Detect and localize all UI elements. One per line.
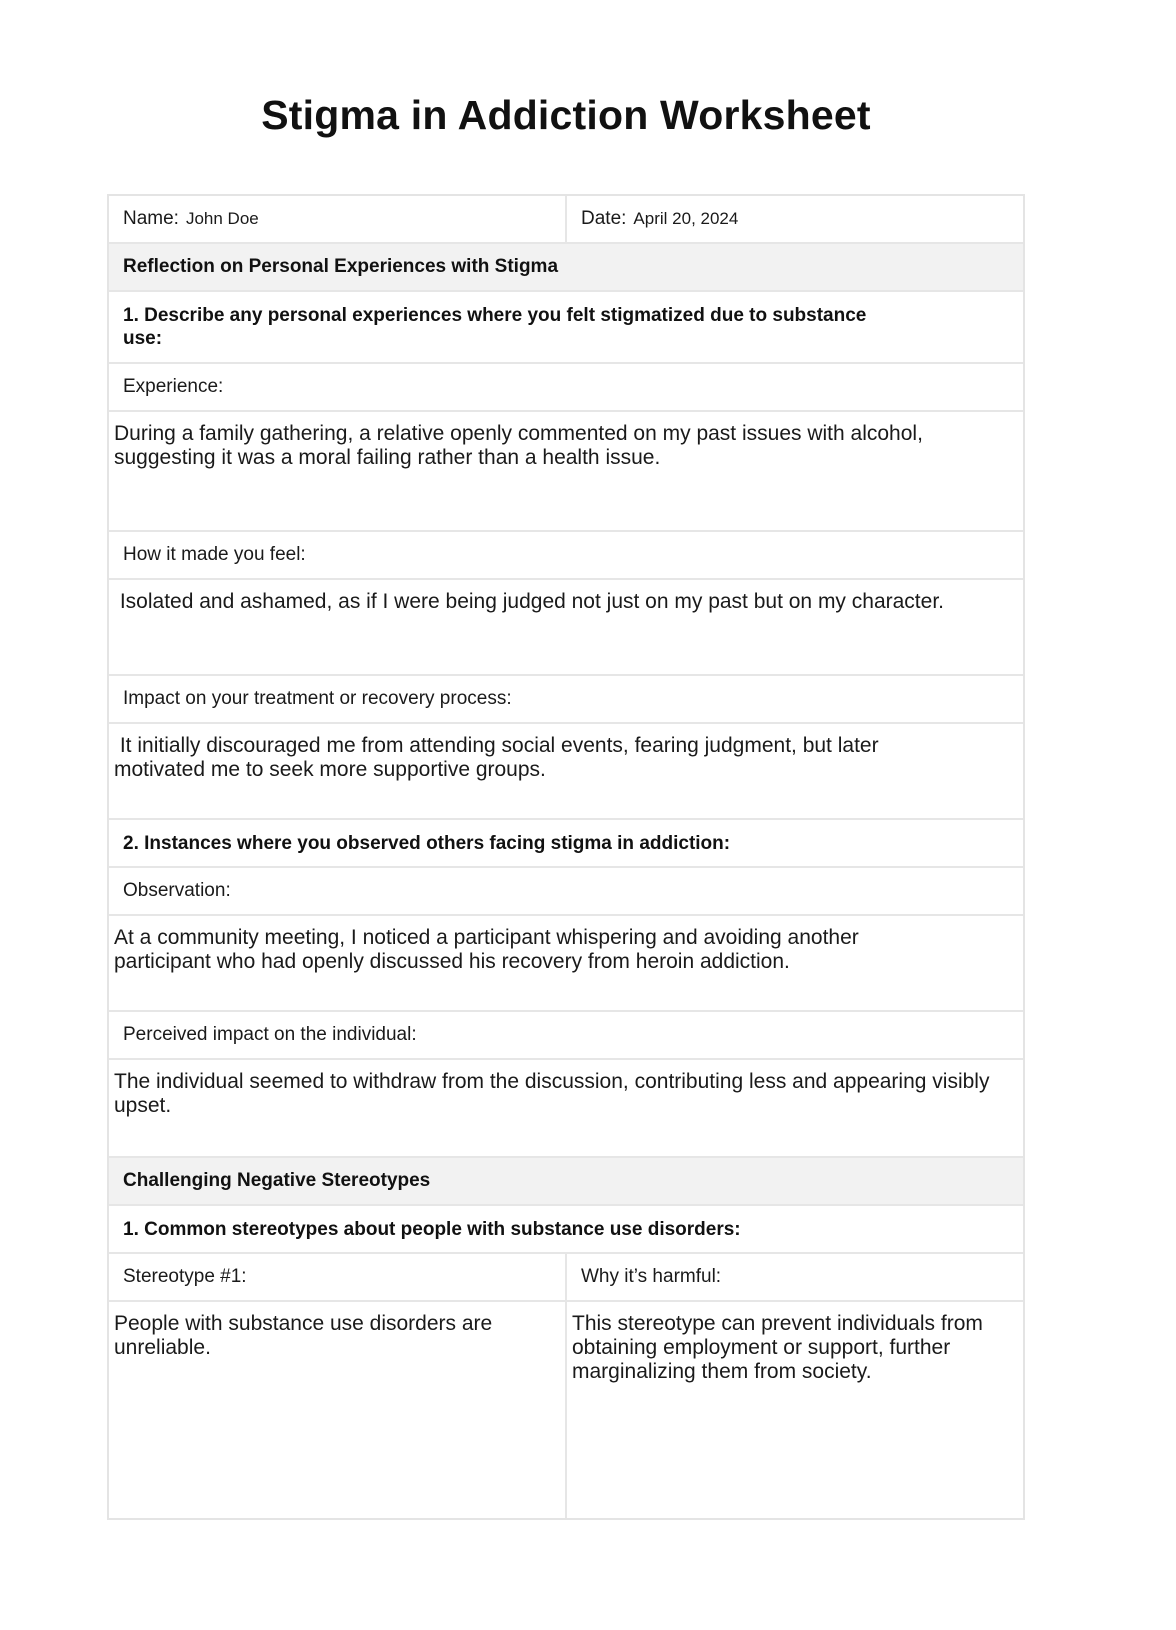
field-label-row — [109, 868, 1023, 916]
feel-label: How it made you feel: — [123, 544, 306, 565]
field-label-row — [109, 532, 1023, 580]
harmful-answer[interactable]: This stereotype can prevent individuals from obtaining employment or support, further marginalizing them from society. — [565, 1302, 1023, 1518]
date-label: Date: — [581, 208, 627, 229]
date-field[interactable] — [565, 196, 1023, 242]
answer-row — [109, 1302, 1023, 1518]
worksheet-table — [107, 194, 1025, 1520]
name-label: Name: — [123, 208, 179, 229]
section-heading-stereotypes — [109, 1158, 1023, 1206]
impact-label: Impact on your treatment or recovery process: — [123, 688, 512, 709]
question-row — [109, 820, 1023, 868]
field-label-row — [109, 676, 1023, 724]
experience-label: Experience: — [123, 376, 224, 397]
experience-answer[interactable]: During a family gathering, a relative openly commented on my past issues with alcohol, suggesting it was a moral failing rather than a health issue. — [114, 422, 923, 469]
perceived-impact-answer[interactable]: The individual seemed to withdraw from the discussion, contributing less and appearing visibly upset. — [114, 1070, 990, 1117]
question-row — [109, 1206, 1023, 1254]
section-heading-text: Reflection on Personal Experiences with Stigma — [123, 256, 559, 277]
date-value: April 20, 2024 — [633, 209, 739, 228]
observation-label: Observation: — [123, 880, 231, 901]
question-1-text: 1. Describe any personal experiences where you felt stigmatized due to substance use: — [123, 305, 867, 349]
feel-answer[interactable]: Isolated and ashamed, as if I were being judged not just on my past but on my character. — [114, 590, 944, 613]
name-field[interactable] — [109, 196, 565, 242]
perceived-impact-label: Perceived impact on the individual: — [123, 1024, 417, 1045]
question-2-text: 2. Instances where you observed others facing stigma in addiction: — [123, 832, 731, 854]
stereotypes-question-text: 1. Common stereotypes about people with substance use disorders: — [123, 1218, 741, 1240]
section-heading-text: Challenging Negative Stereotypes — [123, 1170, 431, 1191]
harmful-label: Why it’s harmful: — [565, 1254, 1023, 1300]
page-title: Stigma in Addiction Worksheet — [261, 92, 871, 138]
question-row — [109, 292, 1023, 364]
observation-answer[interactable]: At a community meeting, I noticed a participant whispering and avoiding another participant who had openly discussed his recovery from heroin addiction. — [114, 926, 859, 973]
header-row — [109, 196, 1023, 244]
field-label-row — [109, 1254, 1023, 1302]
stereotype-answer[interactable]: People with substance use disorders are unreliable. — [114, 1312, 493, 1359]
answer-row — [109, 412, 1023, 532]
stereotype-label: Stereotype #1: — [123, 1266, 247, 1287]
field-label-row — [109, 1012, 1023, 1060]
field-label-row — [109, 364, 1023, 412]
name-value: John Doe — [185, 209, 259, 228]
answer-row — [109, 916, 1023, 1012]
section-heading-reflection — [109, 244, 1023, 292]
answer-row — [109, 580, 1023, 676]
impact-answer[interactable]: It initially discouraged me from attending social events, fearing judgment, but later motivated me to seek more supportive groups. — [114, 734, 885, 781]
answer-row — [109, 724, 1023, 820]
answer-row — [109, 1060, 1023, 1158]
